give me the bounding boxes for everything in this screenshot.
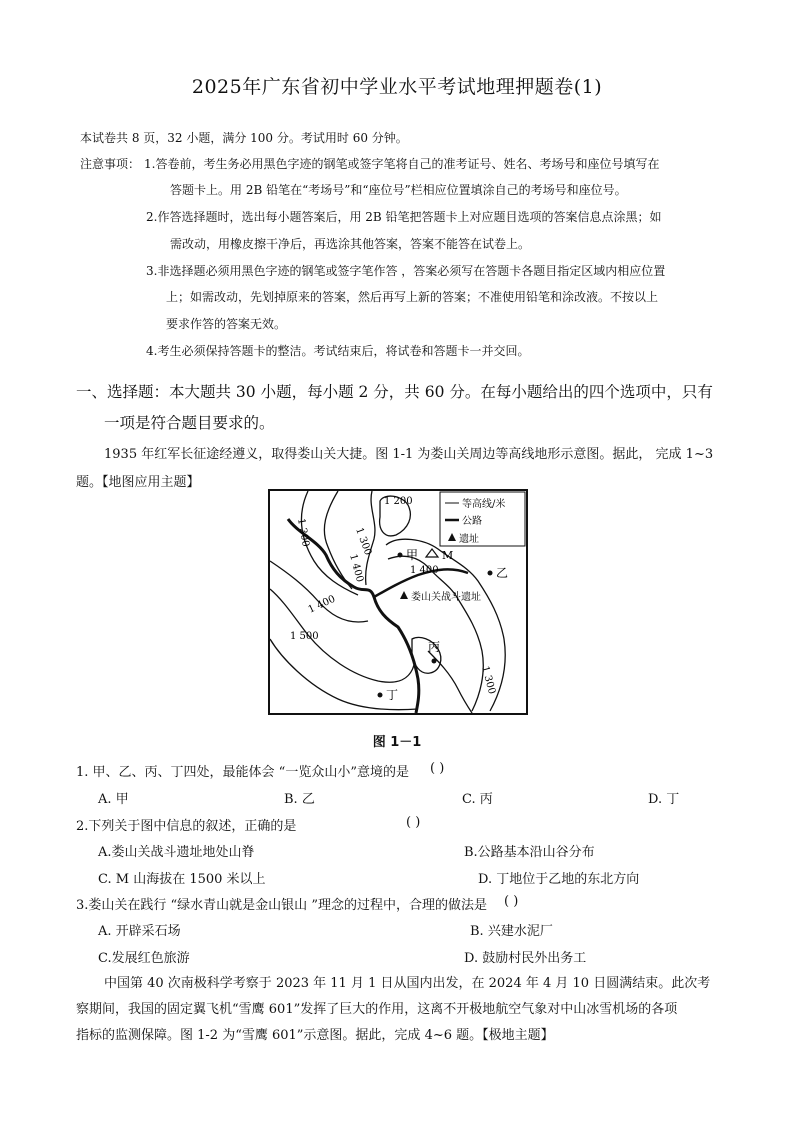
section-heading-line-1: 一、选择题：本大题共 30 小题，每小题 2 分，共 60 分。在每小题给出的四个选项中，只有 <box>76 383 713 401</box>
notice-label: 注意事项： <box>80 157 141 171</box>
exam-intro: 本试卷共 8 页，32 小题，满分 100 分。考试用时 60 分钟。 <box>80 131 408 145</box>
page-title: 2025年广东省初中学业水平考试地理押题卷(1) <box>191 76 603 98</box>
passage-2-line-1: 中国第 40 次南极科学考察于 2023 年 11 月 1 日从国内出发，在 2024 年 4 月 10 日圆满结束。此次考 <box>104 976 711 991</box>
place-yi: 乙 <box>496 566 509 580</box>
question-3-option-a[interactable]: A. 开辟采石场 <box>98 924 181 939</box>
place-jia: 甲 <box>406 548 419 562</box>
question-1-option-b[interactable]: B. 乙 <box>284 792 315 807</box>
notice-3-line-3: 要求作答的答案无效。 <box>166 317 287 331</box>
figure-caption: 图 1－1 <box>372 735 422 750</box>
place-ding: 丁 <box>386 688 399 702</box>
question-1-stem: 1. 甲、乙、丙、丁四处，最能体会 “一览众山小”意境的是 <box>76 765 409 780</box>
question-1-option-a[interactable]: A. 甲 <box>98 792 129 807</box>
legend-contour: 等高线/米 <box>462 499 506 510</box>
notice-2-line-1: 2.作答选择题时，选出每小题答案后，用 2B 铅笔把答题卡上对应题目选项的答案信息点涂黑；如 <box>146 210 662 224</box>
question-2-stem: 2.下列关于图中信息的叙述，正确的是 <box>76 819 297 834</box>
notice-2-line-2: 需改动，用橡皮擦干净后，再选涂其他答案，答案不能答在试卷上。 <box>170 237 531 251</box>
passage-1-line-2: 题。【地图应用主题】 <box>76 475 200 490</box>
passage-2-line-3: 指标的监测保障。图 1-2 为“雪鹰 601”示意图。据此，完成 4~6 题。【极地主题】 <box>76 1028 554 1043</box>
question-2-option-c[interactable]: C. M 山海拔在 1500 米以上 <box>98 872 266 887</box>
contour-label-1500: 1 500 <box>290 631 319 642</box>
battle-site-label: 娄山关战斗遗址 <box>411 592 481 603</box>
contour-label-1400-a: 1 400 <box>347 552 366 584</box>
notice-1-line-1: 1.答卷前，考生务必用黑色字迹的钢笔或签字笔将自己的准考证号、姓名、考场号和座位号填写在 <box>144 157 660 171</box>
place-m: M <box>442 549 454 562</box>
notice-3-line-1: 3.非选择题必须用黑色字迹的钢笔或签字笔作答 ，答案必须写在答题卡各题目指定区域内相应位置 <box>146 264 666 278</box>
contour-label-1300-c: 1 300 <box>479 664 498 696</box>
question-3-option-d[interactable]: D. 鼓励村民外出务工 <box>464 951 587 966</box>
question-2-option-a[interactable]: A.娄山关战斗遗址地处山脊 <box>98 845 255 860</box>
contour-label-1300-a: 1 300 <box>353 526 374 557</box>
notice-4-line-1: 4.考生必须保持答题卡的整洁。考试结束后，将试卷和答题卡一并交回。 <box>146 344 530 358</box>
contour-label-1300-b: 1 300 <box>295 517 311 548</box>
contour-map-figure <box>268 489 528 715</box>
section-heading-line-2: 一项是符合题目要求的。 <box>104 414 275 432</box>
question-3-stem: 3.娄山关在践行 “绿水青山就是金山银山 ”理念的过程中，合理的做法是 <box>76 898 487 913</box>
point-elevation: 1 400 <box>410 565 439 576</box>
notice-3-line-2: 上；如需改动，先划掉原来的答案，然后再写上新的答案；不准使用铅笔和涂改液。不按以上 <box>166 290 659 304</box>
question-3-option-b[interactable]: B. 兴建水泥厂 <box>470 924 553 939</box>
notice-1-line-2: 答题卡上。用 2B 铅笔在“考场号”和“座位号”栏相应位置填涂自己的考场号和座位号。 <box>170 183 627 197</box>
contour-label-1400-b: 1 400 <box>306 593 338 616</box>
passage-2-line-2: 察期间，我国的固定翼飞机“雪鹰 601”发挥了巨大的作用，这离不开极地航空气象对中山冰雪机场的各项 <box>76 1002 678 1017</box>
question-1-option-c[interactable]: C. 丙 <box>462 792 493 807</box>
legend-site: 遗址 <box>459 534 479 545</box>
question-3-bracket: ( ) <box>504 894 519 909</box>
legend-road: 公路 <box>462 516 482 527</box>
question-2-option-d[interactable]: D. 丁地位于乙地的东北方向 <box>478 872 640 887</box>
question-1-bracket: ( ) <box>430 761 445 776</box>
question-2-bracket: ( ) <box>406 815 421 830</box>
question-3-option-c[interactable]: C.发展红色旅游 <box>98 951 190 966</box>
question-2-option-b[interactable]: B.公路基本沿山谷分布 <box>464 845 595 860</box>
place-bing: 丙 <box>428 640 441 654</box>
question-1-option-d[interactable]: D. 丁 <box>648 792 680 807</box>
contour-label-1200: 1 200 <box>384 496 413 507</box>
passage-1-line-1: 1935 年红军长征途经遵义，取得娄山关大捷。图 1-1 为娄山关周边等高线地形示意图。据此， 完成 1~3 <box>104 447 714 462</box>
